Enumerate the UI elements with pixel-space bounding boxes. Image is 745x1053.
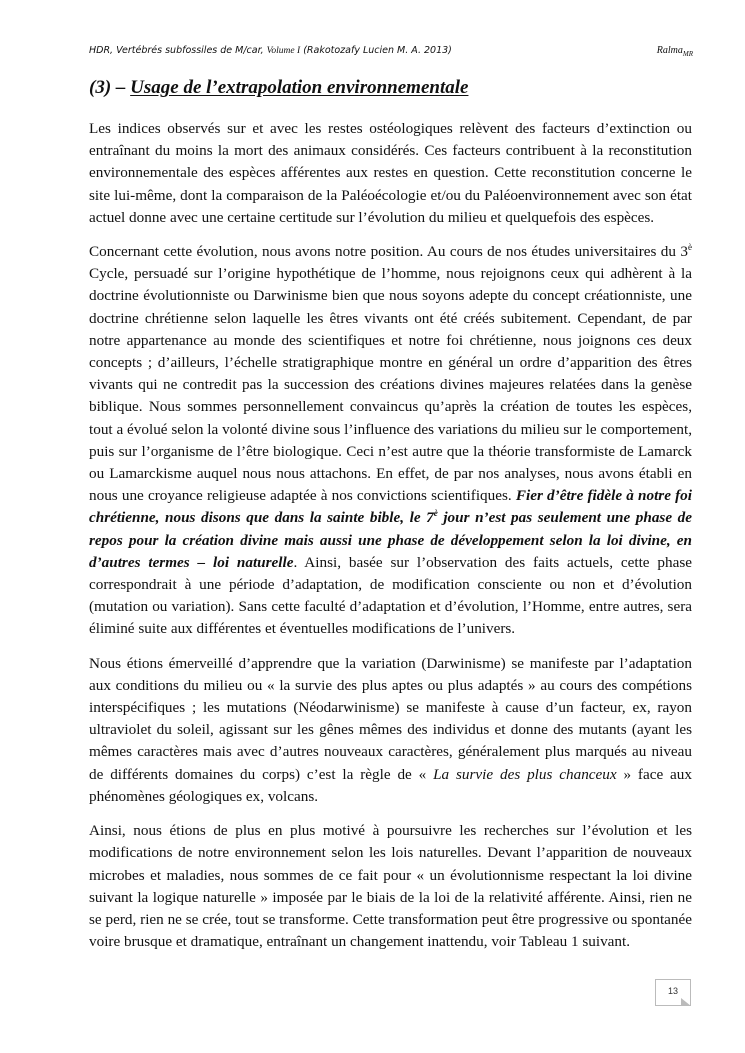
header-title: HDR, Vertébrés subfossiles de M/car, (89, 45, 267, 56)
header-right-main: Ralma (656, 45, 683, 56)
text: Concernant cette évolution, nous avons notre position. Au cours de nos études universitaires du 3 (89, 243, 688, 261)
superscript: è (433, 508, 438, 519)
italic-text: La survie des plus chanceux (433, 765, 617, 783)
section-number: (3) – (89, 77, 131, 98)
header-citation (89, 45, 452, 58)
paragraph (89, 118, 692, 229)
text: Les indices observés sur et avec les restes ostéologiques relèvent des facteurs d’extinction ou entraînant du moins la mort des animaux considérés. Ces facteurs contribuent à la reconstitution environnementale des espèces afférentes aux restes en question. Cette reconstitution concerne le site lui-même, dont la comparaison de la Paléoécologie et/ou du Paléoenvironnement avec son état actuel donne avec une certaine certitude sur l’évolution du milieu et quelquefois des espèces. (89, 120, 692, 226)
page-curl-icon (681, 998, 691, 1006)
header-volume: Volume I (266, 46, 301, 56)
section-heading (89, 77, 468, 99)
paragraph (89, 241, 692, 641)
section-title: Usage de l’extrapolation environnementale (130, 77, 469, 98)
page-number-text: 13 (667, 986, 678, 996)
superscript: è (688, 241, 692, 252)
header-right-sub: MR (682, 50, 693, 58)
header-author: (Rakotozafy Lucien M. A. 2013) (300, 45, 452, 56)
emphasis: jour n’est pas seulement une phase de repos pour la création divine mais aussi une phase de développement selon la loi divine, en d’autres termes – loi naturelle (89, 509, 692, 571)
page-number (655, 979, 691, 1006)
header-right (657, 45, 693, 58)
paragraph (89, 820, 692, 953)
text: . Ainsi, basée sur l’observation des faits actuels, cette phase correspondrait à une période d’adaptation, de modification consciente ou non et d’évolution (mutation ou variation). Sans cette faculté d’adaptation et d’évolution, l’Homme, entre autres, sera éliminé suite aux différentes et éventuelles modifications de l’univers. (89, 553, 692, 638)
text: » face aux phénomènes géologiques ex, volcans. (89, 765, 692, 805)
emphasis: Fier d’être fidèle à notre foi chrétienne, nous disons que dans la sainte bible, le 7 (89, 487, 692, 527)
body-text (89, 118, 692, 965)
text: Ainsi, nous étions de plus en plus motivé à poursuivre les recherches sur l’évolution et les modifications de notre environnement selon les lois naturelles. Devant l’apparition de nouveaux microbes et maladies, nous sommes de ce fait pour « un évolutionnisme respectant la loi divine suivant la logique naturelle » imposée par le biais de la loi de la relativité afférente. Ainsi, rien ne se perd, rien ne se crée, tout se transforme. Cette transformation peut être progressive ou spontanée voire brusque et dramatique, entraînant un changement inattendu, voir Tableau 1 suivant. (89, 822, 692, 951)
text: Cycle, persuadé sur l’origine hypothétique de l’homme, nous rejoignons ceux qui adhèrent à la doctrine évolutionniste ou Darwinisme bien que nous soyons adepte du concept créationniste, une doctrine chrétienne selon laquelle les êtres vivants ont été créés subitement. Cependant, de par notre appartenance au monde des scientifiques et notre foi chrétienne, nous joignons ces deux concepts ; d’ailleurs, l’échelle stratigraphique montre en général un ordre d’apparition des êtres vivants qui ne contredit pas la succession des créations divines majeures relatées dans la genèse biblique. Nous sommes personnellement convaincus qu’après la création de toutes les espèces, tout a évolué selon la volonté divine sous l’influence des variations du milieu sur le comportement, puis sur l’organisme de l’être biologique. Ceci n’est autre que la théorie transformiste de Lamarck ou Lamarckisme auquel nous nous attachons. En effet, de par nos analyses, nous avons établi en nous une croyance religieuse adaptée à nos convictions scientifiques. (89, 265, 692, 505)
running-header (89, 45, 693, 58)
paragraph (89, 653, 692, 808)
text: Nous étions émerveillé d’apprendre que la variation (Darwinisme) se manifeste par l’adaptation aux conditions du milieu ou « la survie des plus aptes ou plus adaptés » au cours des compétions interspécifiques ; les mutations (Néodarwinisme) se manifeste à cause d’un facteur, ex, rayon ultraviolet du soleil, agissant sur les gênes mêmes des individus et donne des mutants (ayant les mêmes caractères mais avec d’autres nouveaux caractères, généralement plus marqués au niveau de différents domaines du corps) c’est la règle de « (89, 654, 692, 783)
